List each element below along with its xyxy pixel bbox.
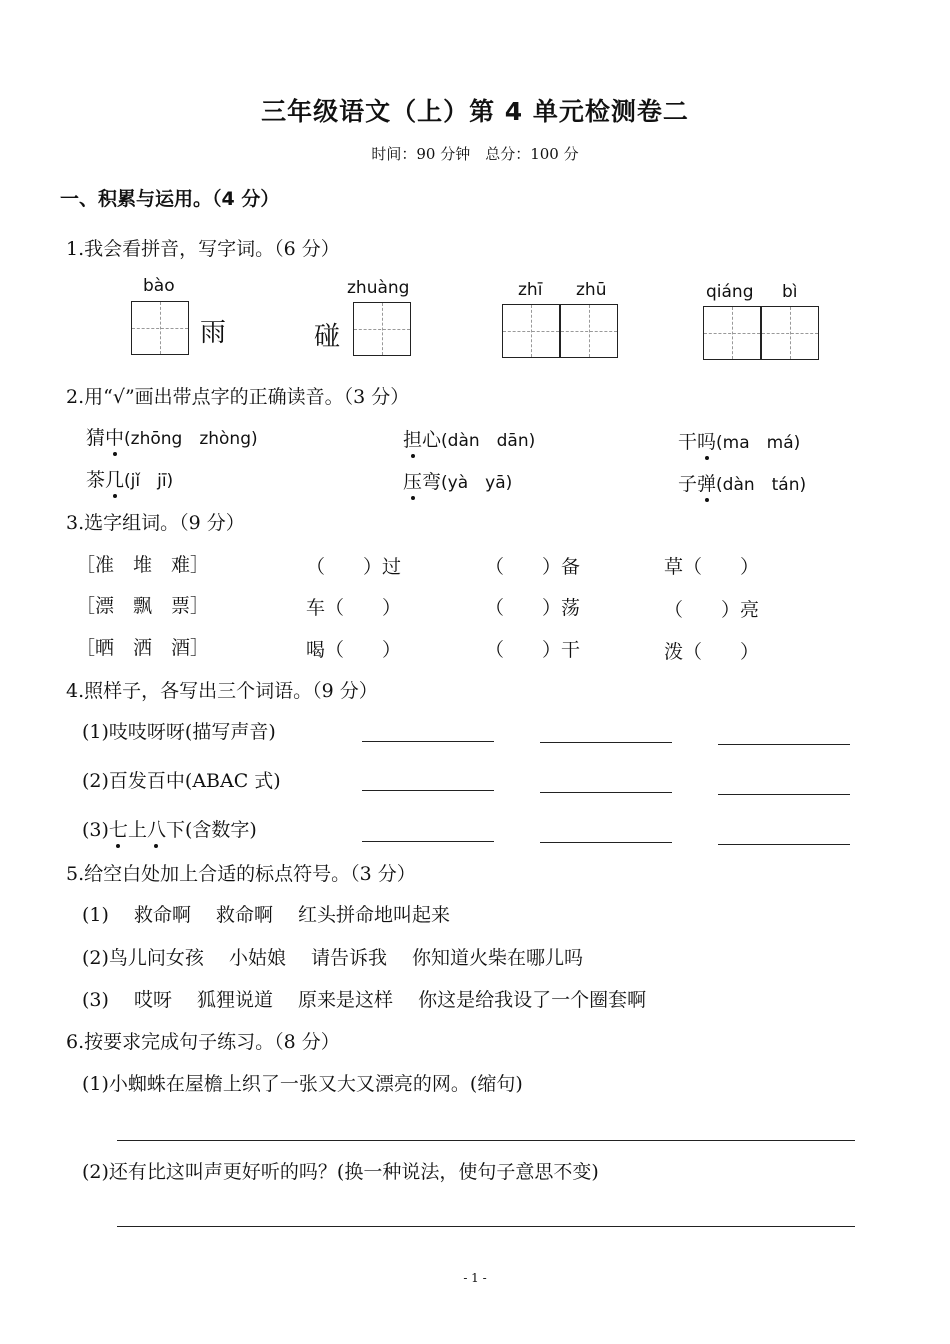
punctuation-item-3[interactable]: (3) 哎呀 狐狸说道 原来是这样 你这是给我设了一个圈套啊 [82, 989, 647, 1011]
pinyin-bao: bào [143, 276, 175, 296]
sentence-item-1: (1)小蜘蛛在屋檐上织了一张又大又漂亮的网。(缩句) [82, 1073, 523, 1095]
reading-item [86, 423, 258, 450]
punctuation-item-2[interactable]: (2)鸟儿问女孩 小姑娘 请告诉我 你知道火柴在哪儿吗 [82, 947, 584, 969]
item-number: (3) [82, 819, 109, 841]
answer-line[interactable] [718, 794, 850, 795]
word-post: 心 [422, 429, 442, 451]
reading-options[interactable]: (zhōng zhòng) [124, 429, 258, 449]
word-blank[interactable]: 草（ ） [664, 556, 760, 578]
question-3-label: 3.选字组词。（9 分） [66, 512, 245, 534]
word-pre: 干 [678, 431, 698, 453]
dotted-char: 担 [403, 425, 422, 452]
question-2-label: 2.用“√”画出带点字的正确读音。（3 分） [66, 386, 410, 408]
pattern-item-1: (1)吱吱呀呀(描写声音) [82, 721, 276, 743]
word-post: 弯 [422, 471, 442, 493]
reading-options[interactable]: (yà yā) [441, 473, 513, 493]
word-blank[interactable]: （ ）过 [306, 556, 402, 578]
answer-line[interactable] [540, 742, 672, 743]
given-char-peng: 碰 [314, 322, 341, 352]
item-text: 上 [127, 819, 147, 841]
dotted-char: 压 [403, 467, 422, 494]
item-text: 下(含数字) [165, 819, 257, 841]
answer-line[interactable] [362, 790, 494, 791]
word-blank[interactable]: （ ）亮 [664, 599, 760, 621]
section-1-heading: 一、积累与运用。（4 分） [60, 188, 280, 210]
punctuation-item-1[interactable]: (1) 救命啊 救命啊 红头拼命地叫起来 [82, 904, 451, 926]
dotted-char: 八 [147, 815, 166, 842]
pinyin-zhuang: zhuàng [347, 278, 410, 298]
pinyin-zhi: zhī [518, 280, 543, 300]
reading-item [403, 425, 535, 452]
reading-item [678, 469, 806, 496]
word-blank[interactable]: （ ）干 [485, 639, 581, 661]
reading-item [86, 465, 173, 492]
word-pre: 子 [678, 473, 698, 495]
dotted-char: 七 [109, 815, 128, 842]
answer-line[interactable] [718, 744, 850, 745]
page-title: 三年级语文（上）第 4 单元检测卷二 [261, 97, 689, 126]
writing-cell[interactable] [131, 301, 189, 355]
reading-item [403, 467, 512, 494]
word-pre: 茶 [86, 469, 106, 491]
exam-meta: 时间：90 分钟 总分：100 分 [371, 145, 579, 163]
pattern-item-2: (2)百发百中(ABAC 式) [82, 770, 281, 792]
word-blank[interactable]: 车（ ） [306, 597, 402, 619]
pattern-item-3 [82, 815, 257, 842]
reading-options[interactable]: (jǐ jī) [124, 471, 174, 491]
reading-options[interactable]: (dàn dān) [441, 431, 536, 451]
writing-cell[interactable] [560, 304, 618, 358]
reading-item [678, 427, 800, 454]
question-5-label: 5.给空白处加上合适的标点符号。（3 分） [66, 863, 416, 885]
answer-line[interactable] [117, 1140, 855, 1141]
writing-cell[interactable] [761, 306, 819, 360]
word-pre: 猜 [86, 427, 106, 449]
writing-cell[interactable] [703, 306, 761, 360]
pinyin-zhu: zhū [576, 280, 607, 300]
dotted-char: 弹 [697, 469, 716, 496]
question-4-label: 4.照样子，各写出三个词语。（9 分） [66, 680, 378, 702]
answer-line[interactable] [718, 844, 850, 845]
sentence-item-2: (2)还有比这叫声更好听的吗？(换一种说法，使句子意思不变) [82, 1161, 599, 1183]
given-char-yu: 雨 [200, 318, 227, 348]
dotted-char: 几 [105, 465, 124, 492]
pinyin-qiang: qiáng [706, 282, 754, 302]
char-group: ［漂 飘 票］ [76, 595, 210, 617]
pinyin-bi: bì [782, 282, 798, 302]
reading-options[interactable]: (dàn tán) [716, 475, 807, 495]
reading-options[interactable]: (ma má) [716, 433, 801, 453]
answer-line[interactable] [362, 841, 494, 842]
dotted-char: 吗 [697, 427, 716, 454]
word-blank[interactable]: 喝（ ） [306, 639, 402, 661]
answer-line[interactable] [117, 1226, 855, 1227]
dotted-char: 中 [105, 423, 124, 450]
page-number: - 1 - [463, 1271, 487, 1285]
writing-cell[interactable] [502, 304, 560, 358]
writing-cell[interactable] [353, 302, 411, 356]
answer-line[interactable] [540, 842, 672, 843]
word-blank[interactable]: 泼（ ） [664, 641, 760, 663]
char-group: ［准 堆 难］ [76, 554, 210, 576]
question-1-label: 1.我会看拼音，写字词。（6 分） [66, 238, 340, 260]
answer-line[interactable] [540, 792, 672, 793]
word-blank[interactable]: （ ）荡 [485, 597, 581, 619]
answer-line[interactable] [362, 741, 494, 742]
char-group: ［晒 洒 酒］ [76, 637, 210, 659]
question-6-label: 6.按要求完成句子练习。（8 分） [66, 1031, 340, 1053]
word-blank[interactable]: （ ）备 [485, 556, 581, 578]
